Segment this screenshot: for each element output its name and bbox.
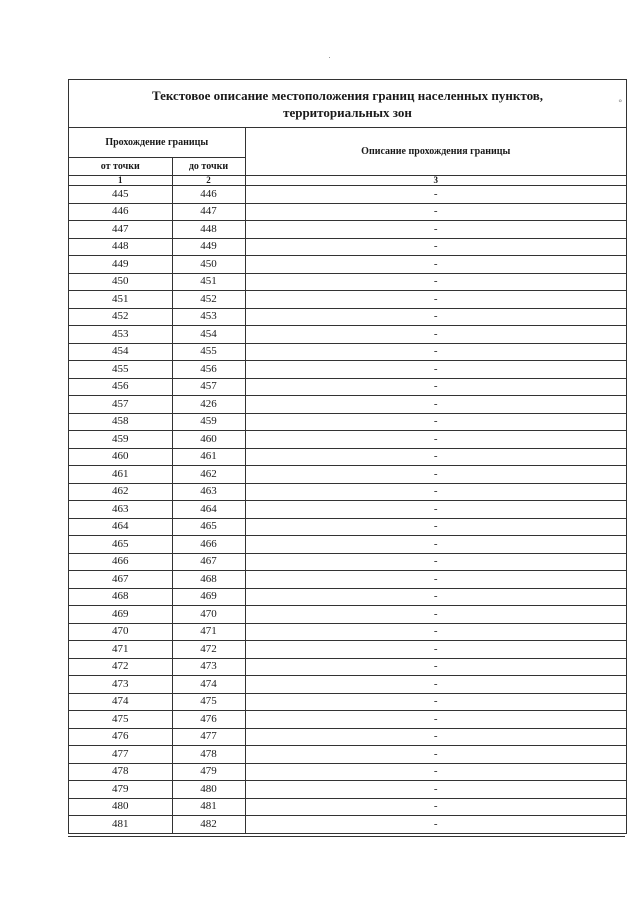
desc-header: Описание прохождения границы [245,128,626,176]
description-cell: - [245,238,626,256]
from-point-cell: 471 [69,641,172,659]
to-point-cell: 449 [172,238,245,256]
from-point-cell: 462 [69,483,172,501]
to-point-cell: 448 [172,221,245,239]
table-row [69,273,626,291]
table-row [69,623,626,641]
description-cell: - [245,518,626,536]
table-row [69,238,626,256]
to-point-cell: 446 [172,186,245,204]
table-row [69,536,626,554]
margin-mark: ° [618,99,623,109]
to-point-cell: 461 [172,448,245,466]
to-point-cell: 463 [172,483,245,501]
description-cell: - [245,623,626,641]
from-point-cell: 450 [69,273,172,291]
group-header: Прохождение границы [69,128,245,158]
description-cell: - [245,378,626,396]
description-cell: - [245,256,626,274]
to-point-cell: 453 [172,308,245,326]
from-point-cell: 449 [69,256,172,274]
to-point-cell: 459 [172,413,245,431]
from-point-cell: 461 [69,466,172,484]
from-point-cell: 465 [69,536,172,554]
from-point-cell: 476 [69,728,172,746]
from-point-cell: 448 [69,238,172,256]
table-row [69,641,626,659]
to-point-cell: 473 [172,658,245,676]
description-cell: - [245,676,626,694]
description-cell: - [245,571,626,589]
table-row [69,221,626,239]
to-point-cell: 457 [172,378,245,396]
bottom-rule [68,833,625,834]
table-row [69,291,626,309]
table-row [69,816,626,834]
description-cell: - [245,693,626,711]
table-row [69,693,626,711]
table-row [69,186,626,204]
to-header: до точки [172,158,245,176]
description-cell: - [245,273,626,291]
to-point-cell: 480 [172,781,245,799]
description-cell: - [245,588,626,606]
description-cell: - [245,308,626,326]
table-row [69,553,626,571]
description-cell: - [245,431,626,449]
to-point-cell: 470 [172,606,245,624]
description-cell: - [245,221,626,239]
description-cell: - [245,763,626,781]
table-row [69,606,626,624]
scan-speck [329,57,330,58]
from-point-cell: 475 [69,711,172,729]
description-cell: - [245,746,626,764]
table-row [69,518,626,536]
to-point-cell: 478 [172,746,245,764]
table-row [69,413,626,431]
description-cell: - [245,413,626,431]
description-cell: - [245,203,626,221]
col-number-3: 3 [245,176,626,186]
table-row [69,658,626,676]
to-point-cell: 474 [172,676,245,694]
from-point-cell: 455 [69,361,172,379]
boundary-table [69,128,626,834]
col-number-2: 2 [172,176,245,186]
document-title [69,80,626,128]
to-point-cell: 451 [172,273,245,291]
description-cell: - [245,816,626,834]
table-row [69,676,626,694]
description-cell: - [245,798,626,816]
description-cell: - [245,326,626,344]
to-point-cell: 469 [172,588,245,606]
from-point-cell: 446 [69,203,172,221]
to-point-cell: 467 [172,553,245,571]
from-point-cell: 478 [69,763,172,781]
from-point-cell: 469 [69,606,172,624]
title-line-2: территориальных зон [283,104,412,120]
to-point-cell: 472 [172,641,245,659]
table-row [69,571,626,589]
table-row [69,431,626,449]
from-point-cell: 479 [69,781,172,799]
description-cell: - [245,361,626,379]
table-row [69,728,626,746]
description-cell: - [245,396,626,414]
from-header: от точки [69,158,172,176]
description-cell: - [245,501,626,519]
from-point-cell: 473 [69,676,172,694]
from-point-cell: 468 [69,588,172,606]
table-row [69,361,626,379]
from-point-cell: 464 [69,518,172,536]
to-point-cell: 476 [172,711,245,729]
to-point-cell: 482 [172,816,245,834]
to-point-cell: 462 [172,466,245,484]
table-row [69,501,626,519]
table-row [69,711,626,729]
to-point-cell: 426 [172,396,245,414]
from-point-cell: 458 [69,413,172,431]
to-point-cell: 481 [172,798,245,816]
from-point-cell: 463 [69,501,172,519]
from-point-cell: 447 [69,221,172,239]
to-point-cell: 479 [172,763,245,781]
from-point-cell: 456 [69,378,172,396]
to-point-cell: 471 [172,623,245,641]
description-cell: - [245,553,626,571]
from-point-cell: 477 [69,746,172,764]
description-cell: - [245,483,626,501]
bottom-rule-double [68,836,625,837]
table-row [69,781,626,799]
table-row [69,396,626,414]
to-point-cell: 464 [172,501,245,519]
table-row [69,308,626,326]
description-cell: - [245,536,626,554]
col-number-1: 1 [69,176,172,186]
description-cell: - [245,781,626,799]
table-row [69,763,626,781]
table-row [69,448,626,466]
description-cell: - [245,728,626,746]
to-point-cell: 465 [172,518,245,536]
to-point-cell: 475 [172,693,245,711]
to-point-cell: 456 [172,361,245,379]
to-point-cell: 452 [172,291,245,309]
to-point-cell: 477 [172,728,245,746]
from-point-cell: 452 [69,308,172,326]
from-point-cell: 472 [69,658,172,676]
from-point-cell: 470 [69,623,172,641]
from-point-cell: 467 [69,571,172,589]
table-row [69,343,626,361]
from-point-cell: 457 [69,396,172,414]
from-point-cell: 445 [69,186,172,204]
to-point-cell: 454 [172,326,245,344]
table-row [69,746,626,764]
from-point-cell: 451 [69,291,172,309]
from-point-cell: 481 [69,816,172,834]
to-point-cell: 466 [172,536,245,554]
from-point-cell: 480 [69,798,172,816]
title-line-1: Текстовое описание местоположения границ населенных пунктов, [151,87,544,103]
description-cell: - [245,641,626,659]
description-cell: - [245,186,626,204]
description-cell: - [245,466,626,484]
to-point-cell: 468 [172,571,245,589]
from-point-cell: 466 [69,553,172,571]
description-cell: - [245,291,626,309]
table-row [69,466,626,484]
from-point-cell: 454 [69,343,172,361]
table-row [69,203,626,221]
from-point-cell: 474 [69,693,172,711]
description-cell: - [245,448,626,466]
from-point-cell: 459 [69,431,172,449]
from-point-cell: 453 [69,326,172,344]
to-point-cell: 450 [172,256,245,274]
table-row [69,588,626,606]
document-sheet [68,79,627,834]
table-row [69,378,626,396]
table-row [69,326,626,344]
table-row [69,798,626,816]
description-cell: - [245,343,626,361]
table-row [69,483,626,501]
to-point-cell: 447 [172,203,245,221]
description-cell: - [245,658,626,676]
description-cell: - [245,606,626,624]
table-row [69,256,626,274]
description-cell: - [245,711,626,729]
to-point-cell: 455 [172,343,245,361]
to-point-cell: 460 [172,431,245,449]
from-point-cell: 460 [69,448,172,466]
